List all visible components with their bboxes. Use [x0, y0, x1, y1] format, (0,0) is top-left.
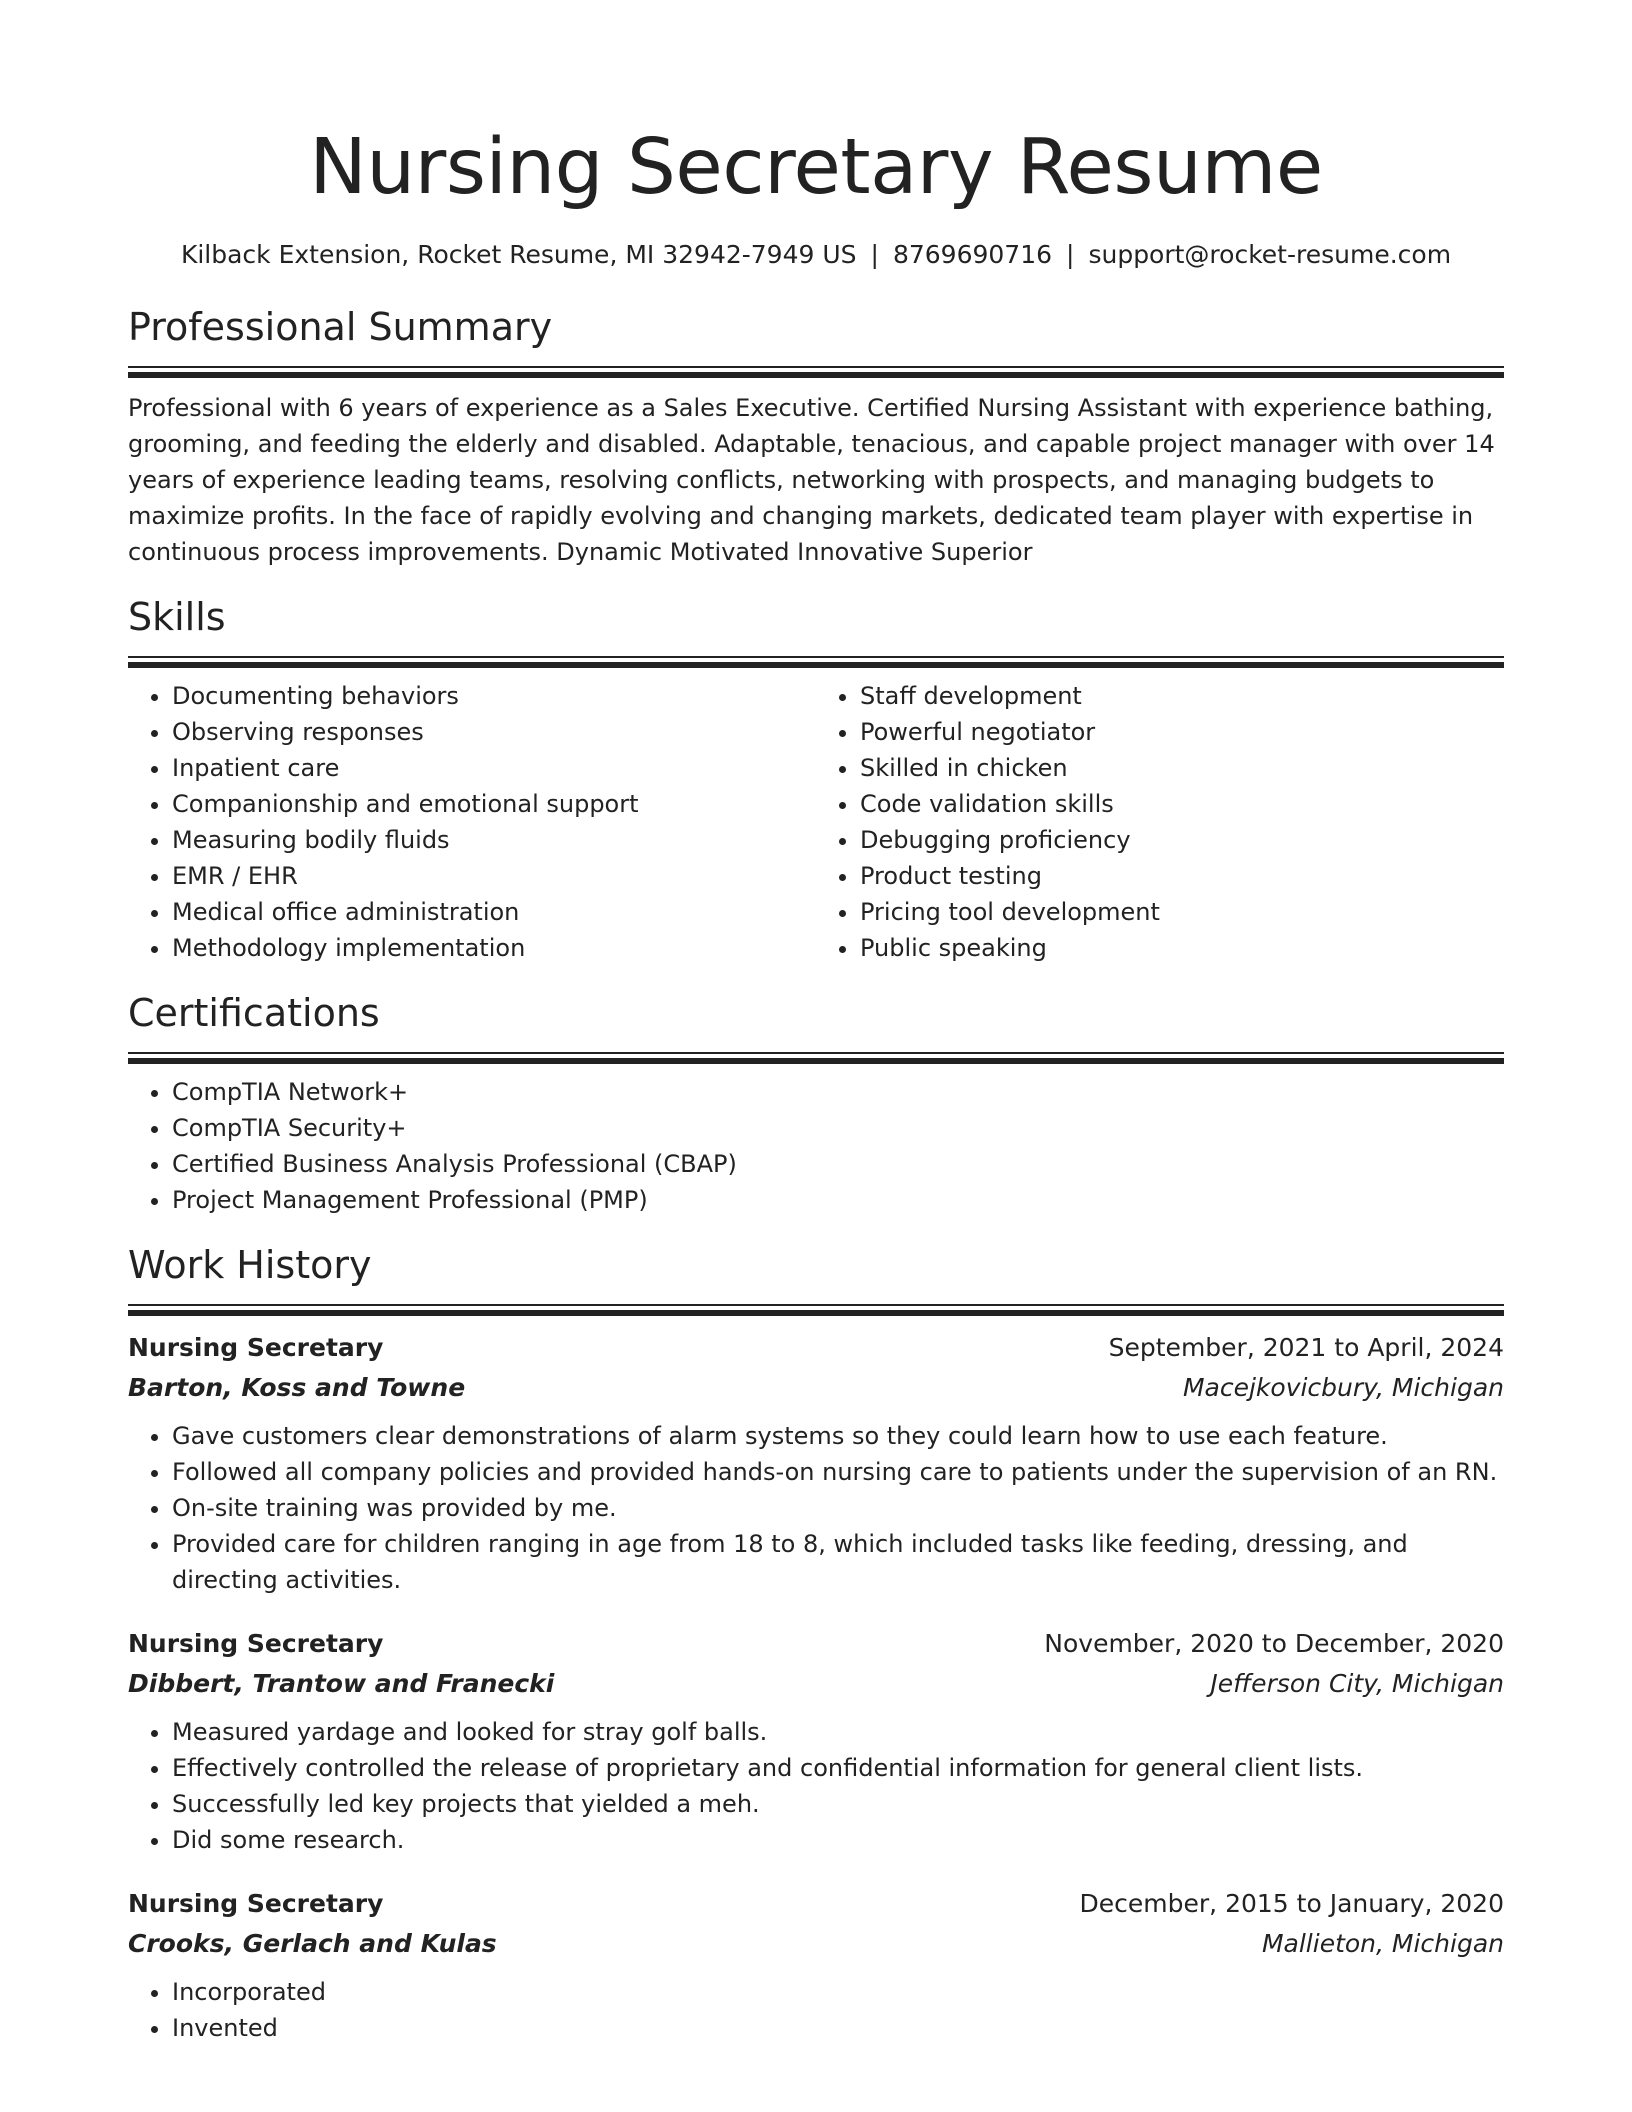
job-header-row	[128, 1328, 1504, 1368]
skills-heading: Skills	[128, 595, 226, 639]
section-divider	[128, 656, 1504, 668]
skill-item: • Companionship and emotional support	[172, 786, 816, 822]
section-divider	[128, 1304, 1504, 1316]
job-entry	[128, 1624, 1504, 1858]
job-bullet: • Measured yardage and looked for stray golf balls.	[172, 1714, 1504, 1750]
contact-line	[128, 238, 1504, 272]
job-company-row	[128, 1924, 1504, 1964]
skill-item: • Observing responses	[172, 714, 816, 750]
contact-phone: 8769690716	[892, 240, 1053, 269]
job-location: Macejkovicbury, Michigan	[1182, 1373, 1504, 1402]
job-bullet: • Provided care for children ranging in age from 18 to 8, which included tasks like feeding, dressing, and directing activities.	[172, 1526, 1504, 1598]
skill-item: • Staff development	[860, 678, 1504, 714]
section-divider	[128, 366, 1504, 378]
job-header-row	[128, 1624, 1504, 1664]
certifications-section	[128, 988, 1504, 1218]
skill-item: • Pricing tool development	[860, 894, 1504, 930]
job-title: Nursing Secretary	[128, 1889, 384, 1918]
job-company-row	[128, 1664, 1504, 1704]
job-bullet: • Followed all company policies and provided hands-on nursing care to patients under the supervision of an RN.	[172, 1454, 1504, 1490]
job-entry	[128, 1328, 1504, 1598]
certifications-heading: Certifications	[128, 991, 380, 1035]
certification-item: • CompTIA Security+	[172, 1110, 1504, 1146]
job-bullets	[128, 1714, 1504, 1858]
job-bullet: • On-site training was provided by me.	[172, 1490, 1504, 1526]
job-company-row	[128, 1368, 1504, 1408]
contact-address: Kilback Extension, Rocket Resume, MI 32942-7949 US	[180, 240, 857, 269]
skill-item: • Measuring bodily fluids	[172, 822, 816, 858]
certification-item: • Certified Business Analysis Professional (CBAP)	[172, 1146, 1504, 1182]
skill-item: • Powerful negotiator	[860, 714, 1504, 750]
contact-separator: |	[870, 240, 879, 269]
job-dates: November, 2020 to December, 2020	[1044, 1629, 1504, 1658]
job-bullet: • Effectively controlled the release of proprietary and confidential information for general client lists.	[172, 1750, 1504, 1786]
job-bullet: • Gave customers clear demonstrations of alarm systems so they could learn how to use each feature.	[172, 1418, 1504, 1454]
skill-item: • Documenting behaviors	[172, 678, 816, 714]
work-section	[128, 1240, 1504, 2046]
skill-item: • Public speaking	[860, 930, 1504, 966]
skill-item: • EMR / EHR	[172, 858, 816, 894]
job-header-row	[128, 1884, 1504, 1924]
job-bullet: • Did some research.	[172, 1822, 1504, 1858]
job-entry	[128, 1884, 1504, 2046]
skill-item: • Code validation skills	[860, 786, 1504, 822]
skill-item: • Methodology implementation	[172, 930, 816, 966]
resume-title: Nursing Secretary Resume	[309, 123, 1323, 212]
job-location: Mallieton, Michigan	[1261, 1929, 1504, 1958]
skills-list-left	[128, 678, 816, 966]
job-location: Jefferson City, Michigan	[1210, 1669, 1504, 1698]
job-bullet: • Successfully led key projects that yielded a meh.	[172, 1786, 1504, 1822]
resume-page	[128, 0, 1504, 2046]
certification-item: • CompTIA Network+	[172, 1074, 1504, 1110]
job-dates: December, 2015 to January, 2020	[1079, 1889, 1504, 1918]
skills-grid	[128, 678, 1504, 966]
certifications-list	[128, 1074, 1504, 1218]
job-company: Barton, Koss and Towne	[128, 1373, 466, 1402]
skill-item: • Inpatient care	[172, 750, 816, 786]
job-bullet: • Incorporated	[172, 1974, 1504, 2010]
job-dates: September, 2021 to April, 2024	[1108, 1333, 1504, 1362]
job-title: Nursing Secretary	[128, 1333, 384, 1362]
skill-item: • Debugging proficiency	[860, 822, 1504, 858]
summary-section	[128, 302, 1504, 570]
work-heading: Work History	[128, 1243, 372, 1287]
summary-text: Professional with 6 years of experience as a Sales Executive. Certified Nursing Assistant with experience bathing, grooming, and feeding the elderly and disabled. Adaptable, tenacious, and capable project manager with over 14 years of experience leading teams, resolving conflicts, networking with prospects, and managing budgets to maximize profits. In the face of rapidly evolving and changing markets, dedicated team player with expertise in continuous process improvements. Dynamic Motivated Innovative Superior	[128, 394, 1495, 566]
contact-separator: |	[1066, 240, 1075, 269]
contact-email: support@rocket-resume.com	[1088, 240, 1452, 269]
skill-item: • Medical office administration	[172, 894, 816, 930]
job-title: Nursing Secretary	[128, 1629, 384, 1658]
summary-heading: Professional Summary	[128, 305, 553, 349]
skill-item: • Product testing	[860, 858, 1504, 894]
skill-item: • Skilled in chicken	[860, 750, 1504, 786]
job-bullets	[128, 1418, 1504, 1598]
skills-section	[128, 592, 1504, 966]
job-company: Dibbert, Trantow and Franecki	[128, 1669, 555, 1698]
skills-list-right	[816, 678, 1504, 966]
job-company: Crooks, Gerlach and Kulas	[128, 1929, 497, 1958]
job-bullets	[128, 1974, 1504, 2046]
job-bullet: • Invented	[172, 2010, 1504, 2046]
certification-item: • Project Management Professional (PMP)	[172, 1182, 1504, 1218]
section-divider	[128, 1052, 1504, 1064]
